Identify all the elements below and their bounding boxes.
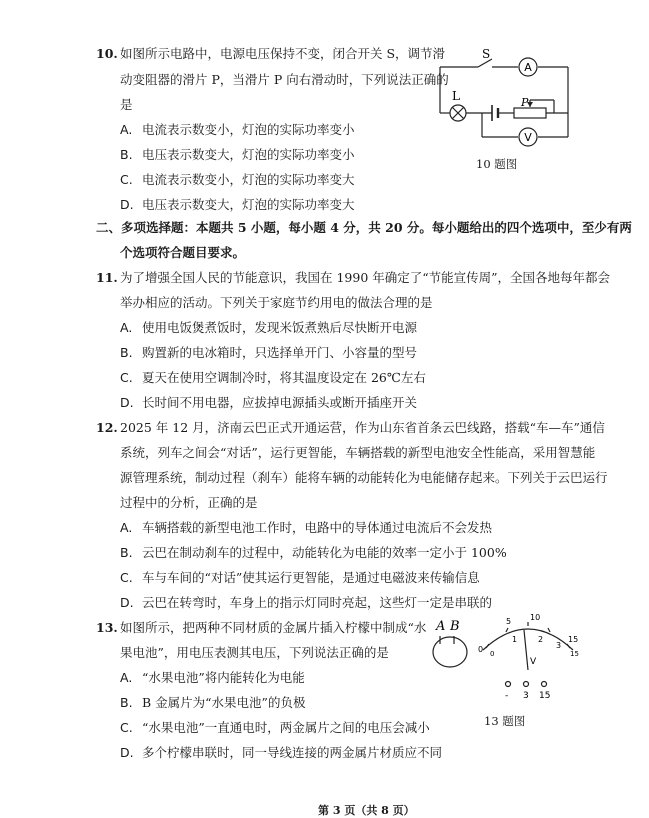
q12-stem-line-3: 源管理系统，制动过程（刹车）能将车辆的动能转化为电能储存起来。下列关于云巴运行 — [120, 470, 608, 485]
q10-switch-label: S — [482, 47, 491, 61]
q13-scale-top-10: 10 — [530, 613, 541, 622]
q10-option-c: C. 电流表示数变小，灯泡的实际功率变大 — [120, 172, 355, 187]
q11-number: 11. — [96, 270, 118, 285]
q13-fruit-battery-figure — [428, 612, 588, 707]
q10-option-a: A. 电流表示数变小，灯泡的实际功率变小 — [120, 122, 355, 137]
q13-stem-line-1: 如图所示，把两种不同材质的金属片插入柠檬中制成“水 — [120, 620, 427, 635]
q13-terminal-minus: - — [505, 691, 509, 701]
q11-stem-line-2: 举办相应的活动。下列关于家庭节约用电的做法合理的是 — [120, 295, 433, 310]
q12-option-c: C. 车与车间的“对话”使其运行更智能，是通过电磁波来传输信息 — [120, 570, 480, 585]
q10-slider-label: P — [521, 96, 529, 109]
q13-option-d: D. 多个柠檬串联时，同一导线连接的两金属片材质应不同 — [120, 745, 443, 760]
q10-option-d: D. 电压表示数变大，灯泡的实际功率变大 — [120, 197, 355, 212]
q12-option-a: A. 车辆搭载的新型电池工作时，电路中的导体通过电流后不会发热 — [120, 520, 493, 535]
q13-unit-label: V — [530, 657, 537, 667]
q13-metal-b-label: B — [450, 619, 460, 634]
q13-option-b: B. B 金属片为“水果电池”的负极 — [120, 695, 306, 710]
q13-option-a: A. “水果电池”将内能转化为电能 — [120, 670, 305, 685]
q13-scale-bottom-0: 0 — [478, 645, 484, 654]
q13-stem-line-2: 果电池”，用电压表测其电压，下列说法正确的是 — [120, 645, 389, 660]
q13-scale-end-0: 0 — [490, 650, 495, 658]
q10-voltmeter-label: V — [524, 131, 532, 144]
q13-number: 13. — [96, 620, 118, 635]
section2-heading-line-1: 二、多项选择题：本题共 5 小题，每小题 4 分，共 20 分。每小题给出的四个选项中，至少有两 — [96, 220, 632, 235]
q10-circuit-figure — [430, 45, 580, 155]
q11-option-d: D. 长时间不用电器，应拔掉电源插头或断开插座开关 — [120, 395, 418, 410]
q12-option-d: D. 云巴在转弯时，车身上的指示灯同时亮起，这些灯一定是串联的 — [120, 595, 493, 610]
q13-scale-end-15: 15 — [570, 650, 579, 658]
q13-scale-bottom-2: 2 — [538, 635, 544, 644]
q11-stem-line-1: 为了增强全国人民的节能意识，我国在 1990 年确定了“节能宣传周”，全国各地每年都会 — [120, 270, 611, 285]
q13-option-c: C. “水果电池”一直通电时，两金属片之间的电压会减小 — [120, 720, 430, 735]
q11-option-a: A. 使用电饭煲煮饭时，发现米饭煮熟后尽快断开电源 — [120, 320, 418, 335]
q10-lamp-label: L — [452, 89, 460, 103]
q10-figure-caption: 10 题图 — [476, 157, 518, 171]
q13-scale-bottom-3: 3 — [556, 641, 562, 650]
q13-terminal-3: 3 — [523, 691, 529, 701]
q13-terminal-15: 15 — [539, 691, 551, 701]
q12-number: 12. — [96, 420, 118, 435]
q13-figure-caption: 13 题图 — [484, 714, 526, 728]
q11-option-b: B. 购置新的电冰箱时，只选择单开门、小容量的型号 — [120, 345, 418, 360]
q12-stem-line-1: 2025 年 12 月，济南云巴正式开通运营，作为山东省首条云巴线路，搭载“车—车”通信 — [120, 420, 605, 435]
q13-scale-top-15: 15 — [568, 635, 579, 644]
q12-stem-line-2: 系统，列车之间会“对话”，运行更智能，车辆搭载的新型电池安全性能高，采用智慧能 — [120, 445, 596, 460]
q10-stem-line-2: 动变阻器的滑片 P，当滑片 P 向右滑动时，下列说法正确的 — [120, 72, 449, 87]
page-footer: 第 3 页（共 8 页） — [318, 804, 415, 817]
q10-number: 10. — [96, 46, 118, 61]
q12-option-b: B. 云巴在制动刹车的过程中，动能转化为电能的效率一定小于 100% — [120, 545, 507, 560]
section2-heading-line-2: 个选项符合题目要求。 — [120, 245, 246, 260]
q11-option-c: C. 夏天在使用空调制冷时，将其温度设定在 26℃左右 — [120, 370, 426, 385]
q13-scale-top-5: 5 — [506, 617, 512, 626]
q10-stem-line-1: 如图所示电路中，电源电压保持不变，闭合开关 S，调节滑 — [120, 46, 446, 61]
q13-scale-bottom-1: 1 — [512, 635, 518, 644]
q12-stem-line-4: 过程中的分析，正确的是 — [120, 495, 258, 510]
q10-ammeter-label: A — [524, 61, 532, 74]
q10-stem-line-3: 是 — [120, 97, 133, 112]
q13-metal-a-label: A — [436, 619, 446, 634]
q10-option-b: B. 电压表示数变大，灯泡的实际功率变小 — [120, 147, 355, 162]
